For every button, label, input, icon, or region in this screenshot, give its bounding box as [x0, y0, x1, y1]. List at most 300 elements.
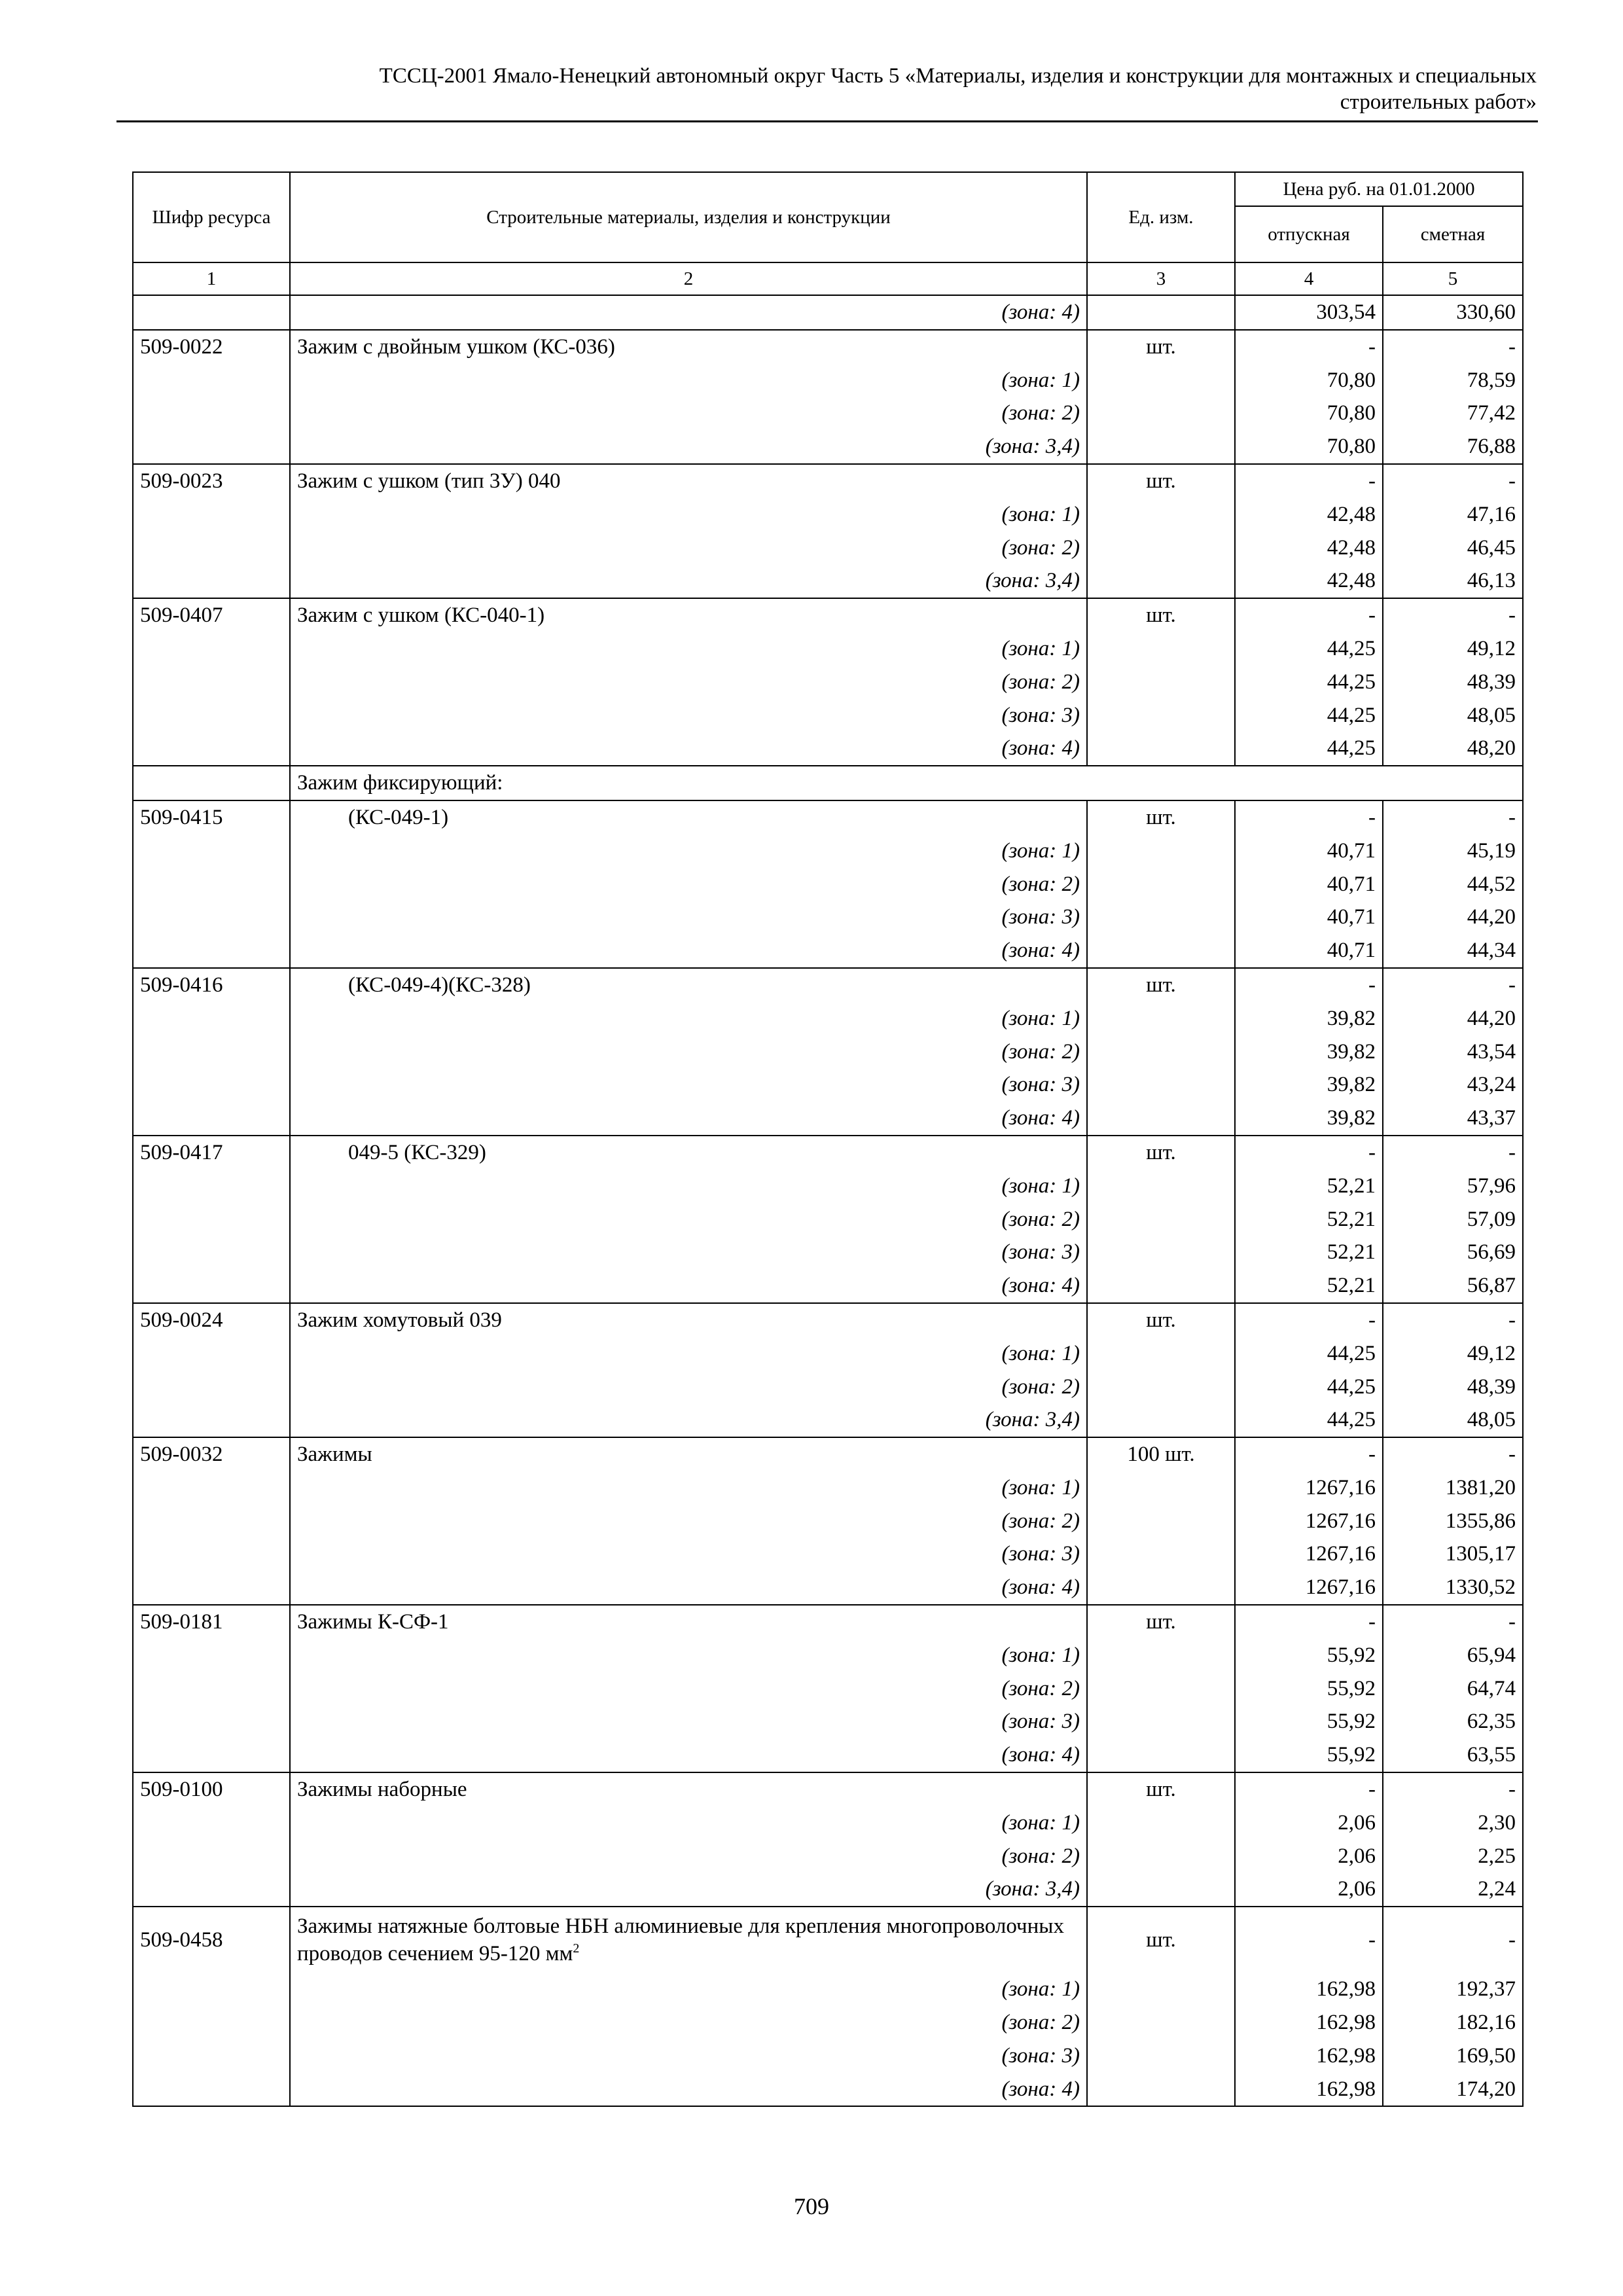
col-number: 1: [133, 262, 290, 295]
release-price: 162,98: [1235, 1973, 1383, 2006]
estimate-price: -: [1383, 1772, 1523, 1806]
row-code: [133, 1102, 290, 1136]
estimate-price: -: [1383, 464, 1523, 498]
release-price: 39,82: [1235, 1002, 1383, 1035]
release-price: 44,25: [1235, 1371, 1383, 1404]
unit-cell: [1087, 1170, 1235, 1203]
unit-cell: [1087, 430, 1235, 464]
resource-name: [290, 1437, 1087, 1471]
unit-cell: шт.: [1087, 1136, 1235, 1170]
unit-cell: шт.: [1087, 800, 1235, 834]
resource-code: 509-0407: [133, 598, 290, 632]
item-row: [133, 1437, 1523, 1471]
item-row: [133, 1303, 1523, 1337]
release-price: 162,98: [1235, 2039, 1383, 2073]
unit-cell: [1087, 498, 1235, 531]
release-price: 70,80: [1235, 430, 1383, 464]
estimate-price: 2,25: [1383, 1840, 1523, 1873]
release-price: 42,48: [1235, 531, 1383, 565]
estimate-price: 48,05: [1383, 1403, 1523, 1437]
unit-cell: [1087, 901, 1235, 934]
unit-cell: [1087, 732, 1235, 766]
unit-cell: [1087, 1371, 1235, 1404]
row-code: [133, 1639, 290, 1672]
release-price: -: [1235, 1772, 1383, 1806]
zone-label: (зона: 1): [290, 1639, 1087, 1672]
row-code: [133, 1170, 290, 1203]
zone-row: [133, 1738, 1523, 1772]
zone-label: (зона: 4): [290, 1102, 1087, 1136]
unit-cell: [1087, 1639, 1235, 1672]
zone-label: (зона: 4): [290, 295, 1087, 330]
unit-cell: [1087, 1537, 1235, 1571]
zone-row: [133, 901, 1523, 934]
zone-label: (зона: 2): [290, 666, 1087, 699]
estimate-price: -: [1383, 968, 1523, 1002]
zone-label: (зона: 1): [290, 364, 1087, 397]
zone-row: [133, 1068, 1523, 1102]
row-code: [133, 1035, 290, 1069]
release-price: 44,25: [1235, 666, 1383, 699]
zone-row: [133, 364, 1523, 397]
unit-cell: [1087, 1738, 1235, 1772]
row-code: [133, 1403, 290, 1437]
row-code: [133, 1571, 290, 1605]
unit-cell: [1087, 2073, 1235, 2107]
estimate-price: 64,74: [1383, 1672, 1523, 1706]
estimate-price: 43,37: [1383, 1102, 1523, 1136]
price-table: [132, 171, 1524, 2107]
release-price: 162,98: [1235, 2073, 1383, 2107]
unit-cell: [1087, 1068, 1235, 1102]
resource-name: [290, 1136, 1087, 1170]
zone-row: [133, 699, 1523, 732]
resource-code: 509-0100: [133, 1772, 290, 1806]
row-code: [133, 1203, 290, 1236]
release-price: 44,25: [1235, 632, 1383, 666]
header-line-1: ТССЦ-2001 Ямало-Ненецкий автономный округ Часть 5 «Материалы, изделия и конструкции для монтажных и специальных: [379, 64, 1537, 88]
col-header-code: Шифр ресурса: [133, 172, 290, 262]
estimate-price: 44,52: [1383, 868, 1523, 901]
item-row: [133, 598, 1523, 632]
estimate-price: 56,87: [1383, 1269, 1523, 1303]
zone-row: [133, 1505, 1523, 1538]
zone-label: (зона: 3): [290, 1705, 1087, 1738]
estimate-price: 174,20: [1383, 2073, 1523, 2107]
zone-label: (зона: 1): [290, 834, 1087, 868]
release-price: -: [1235, 1303, 1383, 1337]
zone-row: [133, 666, 1523, 699]
unit-cell: шт.: [1087, 1907, 1235, 1973]
row-code: [133, 632, 290, 666]
row-code: [133, 1806, 290, 1840]
resource-code: 509-0417: [133, 1136, 290, 1170]
resource-name-text: Зажимы К-СФ-1: [297, 1610, 449, 1634]
zone-row: [133, 1840, 1523, 1873]
zone-label: (зона: 2): [290, 1672, 1087, 1706]
col-number: 5: [1383, 262, 1523, 295]
row-code: [133, 1840, 290, 1873]
unit-cell: [1087, 2006, 1235, 2039]
item-row: [133, 1605, 1523, 1639]
zone-row: [133, 1705, 1523, 1738]
zone-row: [133, 1672, 1523, 1706]
row-code: [133, 1236, 290, 1269]
row-code: [133, 1068, 290, 1102]
release-price: 2,06: [1235, 1873, 1383, 1907]
zone-row: [133, 1639, 1523, 1672]
estimate-price: 62,35: [1383, 1705, 1523, 1738]
estimate-price: 57,09: [1383, 1203, 1523, 1236]
release-price: 52,21: [1235, 1269, 1383, 1303]
zone-row: [133, 1102, 1523, 1136]
zone-row: [133, 1337, 1523, 1371]
zone-row: [133, 1973, 1523, 2006]
unit-cell: [1087, 834, 1235, 868]
zone-label: (зона: 3,4): [290, 564, 1087, 598]
zone-label: (зона: 1): [290, 1973, 1087, 2006]
header-rule: [116, 120, 1538, 122]
zone-row: [133, 868, 1523, 901]
item-row: [133, 464, 1523, 498]
row-code: [133, 564, 290, 598]
release-price: -: [1235, 330, 1383, 364]
item-row: [133, 1136, 1523, 1170]
col-number: 4: [1235, 262, 1383, 295]
unit-cell: [1087, 1672, 1235, 1706]
estimate-price: 48,05: [1383, 699, 1523, 732]
unit-cell: шт.: [1087, 1303, 1235, 1337]
unit-cell: [1087, 1236, 1235, 1269]
zone-label: (зона: 4): [290, 934, 1087, 968]
release-price: 303,54: [1235, 295, 1383, 330]
zone-row: [133, 295, 1523, 330]
estimate-price: 1305,17: [1383, 1537, 1523, 1571]
zone-row: [133, 1203, 1523, 1236]
zone-row: [133, 430, 1523, 464]
unit-cell: [1087, 1840, 1235, 1873]
estimate-price: 44,34: [1383, 934, 1523, 968]
estimate-price: 46,45: [1383, 531, 1523, 565]
unit-cell: [1087, 1973, 1235, 2006]
row-code: [133, 2073, 290, 2107]
estimate-price: 63,55: [1383, 1738, 1523, 1772]
release-price: 55,92: [1235, 1705, 1383, 1738]
resource-name-text: Зажимы наборные: [297, 1778, 467, 1802]
zone-row: [133, 397, 1523, 430]
row-code: [133, 2006, 290, 2039]
estimate-price: 2,24: [1383, 1873, 1523, 1907]
row-code: [133, 430, 290, 464]
item-row: [133, 968, 1523, 1002]
col-number: 2: [290, 262, 1087, 295]
item-row: [133, 1907, 1523, 1973]
unit-cell: [1087, 1471, 1235, 1505]
zone-label: (зона: 2): [290, 868, 1087, 901]
release-price: -: [1235, 464, 1383, 498]
col-number: 3: [1087, 262, 1235, 295]
zone-row: [133, 1170, 1523, 1203]
resource-name: [290, 598, 1087, 632]
unit-cell: [1087, 1102, 1235, 1136]
page-header: [116, 63, 1537, 115]
item-row: [133, 1772, 1523, 1806]
release-price: 42,48: [1235, 564, 1383, 598]
resource-code: 509-0024: [133, 1303, 290, 1337]
resource-name-text: (КС-049-1): [348, 805, 449, 829]
resource-code: 509-0458: [133, 1907, 290, 1973]
unit-cell: [1087, 868, 1235, 901]
zone-row: [133, 2073, 1523, 2107]
estimate-price: 48,20: [1383, 732, 1523, 766]
release-price: 40,71: [1235, 934, 1383, 968]
release-price: 52,21: [1235, 1203, 1383, 1236]
release-price: 39,82: [1235, 1035, 1383, 1069]
row-code: [133, 699, 290, 732]
unit-cell: [1087, 1403, 1235, 1437]
row-code: [133, 1002, 290, 1035]
estimate-price: 49,12: [1383, 632, 1523, 666]
estimate-price: 1355,86: [1383, 1505, 1523, 1538]
release-price: -: [1235, 800, 1383, 834]
unit-cell: шт.: [1087, 464, 1235, 498]
unit-cell: шт.: [1087, 1772, 1235, 1806]
zone-row: [133, 1806, 1523, 1840]
release-price: 1267,16: [1235, 1471, 1383, 1505]
estimate-price: 48,39: [1383, 666, 1523, 699]
zone-label: (зона: 4): [290, 2073, 1087, 2107]
zone-label: (зона: 3,4): [290, 430, 1087, 464]
zone-label: (зона: 2): [290, 2006, 1087, 2039]
col-header-unit: Ед. изм.: [1087, 172, 1235, 262]
row-code: [133, 1471, 290, 1505]
estimate-price: 77,42: [1383, 397, 1523, 430]
unit-cell: [1087, 699, 1235, 732]
release-price: 55,92: [1235, 1639, 1383, 1672]
estimate-price: -: [1383, 1136, 1523, 1170]
item-row: [133, 330, 1523, 364]
zone-label: (зона: 3): [290, 901, 1087, 934]
row-code: [133, 1705, 290, 1738]
resource-code: 509-0032: [133, 1437, 290, 1471]
zone-row: [133, 1571, 1523, 1605]
estimate-price: 47,16: [1383, 498, 1523, 531]
zone-label: (зона: 2): [290, 531, 1087, 565]
release-price: 70,80: [1235, 364, 1383, 397]
unit-cell: [1087, 295, 1235, 330]
unit-cell: [1087, 397, 1235, 430]
resource-name: [290, 464, 1087, 498]
row-code: [133, 1672, 290, 1706]
zone-label: (зона: 4): [290, 1269, 1087, 1303]
zone-label: (зона: 2): [290, 1505, 1087, 1538]
release-price: 39,82: [1235, 1102, 1383, 1136]
estimate-price: 44,20: [1383, 1002, 1523, 1035]
release-price: 55,92: [1235, 1738, 1383, 1772]
estimate-price: -: [1383, 598, 1523, 632]
release-price: 52,21: [1235, 1236, 1383, 1269]
estimate-price: 1381,20: [1383, 1471, 1523, 1505]
row-code: [133, 2039, 290, 2073]
estimate-price: -: [1383, 800, 1523, 834]
resource-name: [290, 1772, 1087, 1806]
unit-cell: [1087, 364, 1235, 397]
estimate-price: 169,50: [1383, 2039, 1523, 2073]
row-code: [133, 1973, 290, 2006]
release-price: 1267,16: [1235, 1537, 1383, 1571]
row-code: [133, 868, 290, 901]
zone-label: (зона: 4): [290, 1738, 1087, 1772]
resource-code: 509-0415: [133, 800, 290, 834]
unit-cell: [1087, 1806, 1235, 1840]
zone-label: (зона: 2): [290, 1203, 1087, 1236]
estimate-price: 43,24: [1383, 1068, 1523, 1102]
row-code: [133, 1873, 290, 1907]
estimate-price: 2,30: [1383, 1806, 1523, 1840]
resource-name-text: 049-5 (КС-329): [348, 1140, 486, 1164]
release-price: 2,06: [1235, 1840, 1383, 1873]
release-price: -: [1235, 1437, 1383, 1471]
estimate-price: -: [1383, 1303, 1523, 1337]
unit-cell: 100 шт.: [1087, 1437, 1235, 1471]
estimate-price: 44,20: [1383, 901, 1523, 934]
unit-cell: шт.: [1087, 1605, 1235, 1639]
zone-label: (зона: 2): [290, 1035, 1087, 1069]
group-name: Зажим фиксирующий:: [290, 766, 1523, 800]
unit-cell: [1087, 934, 1235, 968]
release-price: 42,48: [1235, 498, 1383, 531]
release-price: 55,92: [1235, 1672, 1383, 1706]
zone-label: (зона: 3): [290, 1537, 1087, 1571]
row-code: [133, 498, 290, 531]
unit-cell: [1087, 1571, 1235, 1605]
row-code: [133, 295, 290, 330]
zone-row: [133, 1873, 1523, 1907]
resource-name: [290, 1303, 1087, 1337]
row-code: [133, 666, 290, 699]
resource-code: 509-0023: [133, 464, 290, 498]
release-price: 44,25: [1235, 699, 1383, 732]
resource-code: 509-0022: [133, 330, 290, 364]
estimate-price: 1330,52: [1383, 1571, 1523, 1605]
item-row: [133, 800, 1523, 834]
zone-label: (зона: 1): [290, 1806, 1087, 1840]
unit-cell: [1087, 1705, 1235, 1738]
zone-label: (зона: 3): [290, 2039, 1087, 2073]
resource-name-text: (КС-049-4)(КС-328): [348, 973, 531, 997]
zone-row: [133, 531, 1523, 565]
release-price: 52,21: [1235, 1170, 1383, 1203]
zone-label: (зона: 4): [290, 1571, 1087, 1605]
row-code: [133, 1738, 290, 1772]
zone-row: [133, 1371, 1523, 1404]
resource-name-text: Зажим с ушком (КС-040-1): [297, 603, 545, 628]
zone-label: (зона: 1): [290, 1170, 1087, 1203]
unit-cell: шт.: [1087, 598, 1235, 632]
unit-cell: [1087, 1035, 1235, 1069]
release-price: 39,82: [1235, 1068, 1383, 1102]
zone-label: (зона: 2): [290, 397, 1087, 430]
zone-label: (зона: 2): [290, 1840, 1087, 1873]
unit-cell: [1087, 632, 1235, 666]
zone-row: [133, 1537, 1523, 1571]
resource-code: 509-0416: [133, 968, 290, 1002]
row-code: [133, 397, 290, 430]
unit-cell: [1087, 564, 1235, 598]
resource-name-text: Зажим с двойным ушком (КС-036): [297, 334, 615, 359]
row-code: [133, 732, 290, 766]
resource-name-text: Зажимы натяжные болтовые НБН алюминиевые для крепления многопроволочных проводов сечением 95-120 мм: [297, 1914, 1064, 1966]
estimate-price: 192,37: [1383, 1973, 1523, 2006]
unit-cell: шт.: [1087, 330, 1235, 364]
release-price: 40,71: [1235, 834, 1383, 868]
zone-row: [133, 732, 1523, 766]
unit-cell: [1087, 531, 1235, 565]
estimate-price: 76,88: [1383, 430, 1523, 464]
resource-name: [290, 800, 1087, 834]
group-row: [133, 766, 1523, 800]
page-number: 709: [794, 2193, 829, 2219]
row-code: [133, 934, 290, 968]
release-price: 44,25: [1235, 1337, 1383, 1371]
col-header-name: Строительные материалы, изделия и конструкции: [290, 172, 1087, 262]
release-price: 2,06: [1235, 1806, 1383, 1840]
resource-name: [290, 968, 1087, 1002]
release-price: 1267,16: [1235, 1571, 1383, 1605]
zone-label: (зона: 1): [290, 1337, 1087, 1371]
zone-label: (зона: 1): [290, 498, 1087, 531]
zone-label: (зона: 3): [290, 1068, 1087, 1102]
estimate-price: 49,12: [1383, 1337, 1523, 1371]
release-price: 44,25: [1235, 732, 1383, 766]
zone-label: (зона: 3): [290, 699, 1087, 732]
resource-name-text: Зажим хомутовый 039: [297, 1308, 502, 1332]
estimate-price: 78,59: [1383, 364, 1523, 397]
zone-row: [133, 1471, 1523, 1505]
unit-cell: [1087, 1203, 1235, 1236]
zone-label: (зона: 1): [290, 1002, 1087, 1035]
resource-name-text: Зажим с ушком (тип 3У) 040: [297, 469, 561, 493]
resource-name: [290, 1907, 1087, 1973]
resource-name: [290, 1605, 1087, 1639]
row-code: [133, 364, 290, 397]
estimate-price: 57,96: [1383, 1170, 1523, 1203]
unit-cell: [1087, 1002, 1235, 1035]
row-code: [133, 531, 290, 565]
zone-row: [133, 564, 1523, 598]
release-price: -: [1235, 968, 1383, 1002]
estimate-price: -: [1383, 1907, 1523, 1973]
unit-cell: [1087, 1269, 1235, 1303]
unit-cell: [1087, 666, 1235, 699]
estimate-price: 43,54: [1383, 1035, 1523, 1069]
unit-superscript: 2: [573, 1941, 580, 1956]
unit-cell: [1087, 1873, 1235, 1907]
zone-label: (зона: 1): [290, 1471, 1087, 1505]
col-header-price: Цена руб. на 01.01.2000: [1235, 172, 1523, 206]
zone-label: (зона: 1): [290, 632, 1087, 666]
zone-label: (зона: 3,4): [290, 1403, 1087, 1437]
unit-cell: [1087, 1505, 1235, 1538]
zone-label: (зона: 3): [290, 1236, 1087, 1269]
zone-row: [133, 2039, 1523, 2073]
zone-row: [133, 1403, 1523, 1437]
row-code: [133, 1371, 290, 1404]
estimate-price: 45,19: [1383, 834, 1523, 868]
zone-label: (зона: 4): [290, 732, 1087, 766]
row-code: [133, 1505, 290, 1538]
estimate-price: -: [1383, 1437, 1523, 1471]
